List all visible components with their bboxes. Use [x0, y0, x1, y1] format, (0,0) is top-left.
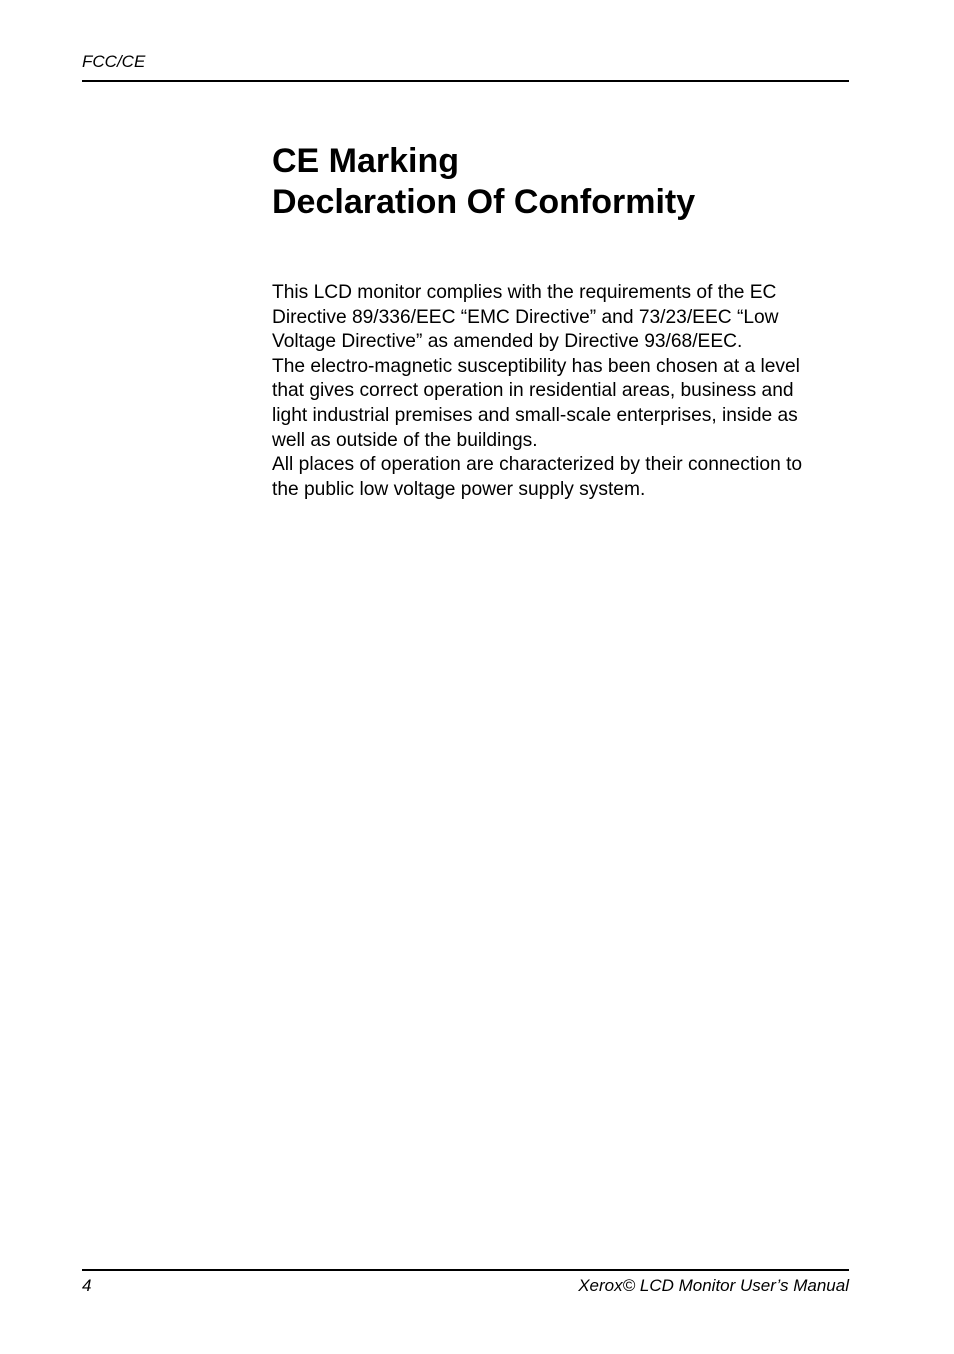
header-divider: [82, 80, 849, 82]
running-header: FCC/CE: [82, 52, 146, 71]
body-paragraph: This LCD monitor complies with the requirements of the EC Directive 89/336/EEC “EMC Directive” and 73/23/EEC “Low Voltage Directive” as amended by Directive 93/68/EEC. The electro-magnetic susceptibility has been chosen at a level that gives correct operation in residential areas, business and light industrial premises and small-scale enterprises, inside as well as outside of the buildings. All places of operation are characterized by their connection to the public low voltage power supply system.: [272, 282, 803, 500]
running-footer-title: Xerox© LCD Monitor User’s Manual: [578, 1276, 849, 1295]
page-title: [272, 141, 695, 223]
footer-divider: [82, 1269, 849, 1271]
page-number: 4: [82, 1276, 92, 1295]
page-title-line-1: CE Marking: [272, 142, 460, 180]
page-title-line-2: Declaration Of Conformity: [272, 183, 696, 221]
